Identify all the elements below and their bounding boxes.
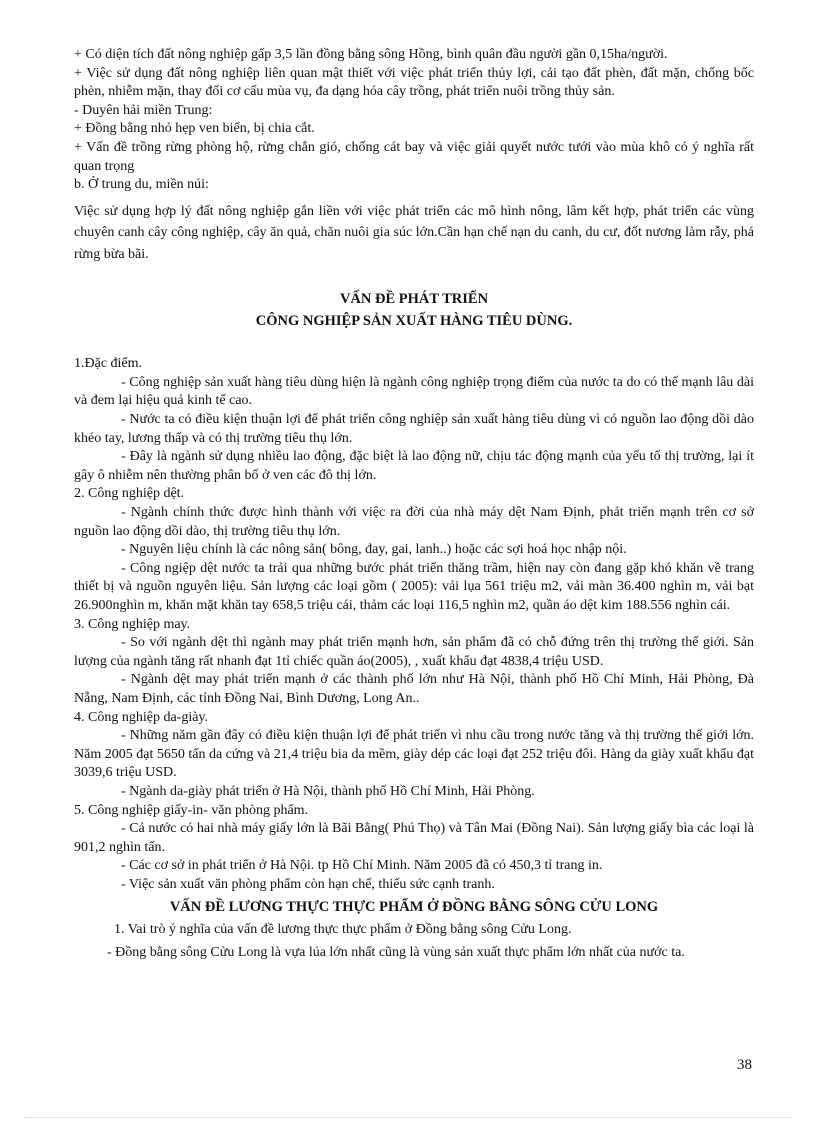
paragraph: - Ngành chính thức được hình thành với việc ra đời của nhà máy dệt Nam Định, phát triển mạnh trên cơ sở nguồn lao động dồi dào, thị trường tiêu thụ lớn. [74,505,754,539]
subheading: b. Ở trung du, miền núi: [74,177,209,193]
paragraph: - Các cơ sở in phát triển ở Hà Nội. tp Hồ Chí Minh. Năm 2005 đã có 450,3 tỉ trang in. [121,858,603,874]
subheading: 3. Công nghiệp may. [74,616,191,632]
subheading: 5. Công nghiệp giấy-in- văn phòng phẩm. [74,802,309,818]
paragraph: - So với ngành dệt thì ngành may phát triển mạnh hơn, sản phẩm đã có chỗ đứng trên thị trường thế giới. Sản lượng của ngành tăng rất nhanh đạt 1tỉ chiếc quần áo(2005), , xuất khẩu đạt 4838,4 triệu USD. [74,635,754,669]
subheading: 1. Vai trò ý nghĩa của vấn đề lương thực thực phẩm ở Đồng bằng sông Cửu Long. [114,922,572,938]
page-content [74,46,754,963]
paragraph: - Công nghiệp sản xuất hàng tiêu dùng hiện là ngành công nghiệp trọng điểm của nước ta do có thế mạnh lâu dài và đem lại hiệu quả kinh tế cao. [74,374,754,409]
subheading: 4. Công nghiệp da-giày. [74,709,209,725]
paragraph: - Ngành da-giày phát triển ở Hà Nội, thành phố Hồ Chí Minh, Hải Phòng. [121,783,535,799]
subheading: 2. Công nghiệp dệt. [74,486,185,502]
section-title: CÔNG NGHIỆP SẢN XUẤT HÀNG TIÊU DÙNG. [255,313,573,330]
paragraph: - Đồng bằng sông Cửu Long là vựa lúa lớn nhất cũng là vùng sản xuất thực phẩm lớn nhất của nước ta. [107,945,685,961]
paragraph: - Cả nước có hai nhà máy giấy lớn là Bãi Bằng( Phú Thọ) và Tân Mai (Đồng Nai). Sản lượng giấy bìa các loại là 901,2 nghìn tấn. [74,821,754,855]
bullet-line: + Vấn đề trồng rừng phòng hộ, rừng chắn gió, chống cát bay và việc giải quyết nước tưới vào mùa khô có ý nghĩa rất quan trọng [74,139,754,174]
page-bottom-rule [24,1117,792,1118]
paragraph: - Ngành dệt may phát triển mạnh ở các thành phố lớn như Hà Nội, thành phố Hồ Chí Minh, Hải Phòng, Đà Nẵng, Nam Định, các tỉnh Đồng Nai, Bình Dương, Long An.. [74,672,754,706]
paragraph: - Đây là ngành sử dụng nhiều lao động, đặc biệt là lao động nữ, chịu tác động mạnh của yếu tố thị trường, lại ít gây ô nhiễm nên thường phân bố ở ven các đô thị lớn. [74,449,754,483]
paragraph: - Việc sản xuất văn phòng phẩm còn hạn chế, thiếu sức cạnh tranh. [121,876,495,892]
bullet-line: + Việc sử dụng đất nông nghiệp liên quan mật thiết với việc phát triển thủy lợi, cải tạo đất phèn, đất mặn, chống bốc phèn, nhiễm mặn, thay đổi cơ cấu mùa vụ, đa dạng hóa cây trồng, phát triển nuôi trồng thủy sản. [74,65,754,100]
bullet-line: + Có diện tích đất nông nghiệp gấp 3,5 lần đồng bằng sông Hồng, bình quân đầu người gần 0,15ha/người. [74,47,668,62]
section-title: VẤN ĐỀ LƯƠNG THỰC THỰC PHẨM Ở ĐỒNG BẰNG SÔNG CỬU LONG [169,899,659,916]
bullet-line: - Duyên hải miền Trung: [74,102,213,118]
paragraph: - Nguyên liệu chính là các nông sản( bông, đay, gai, lanh..) hoặc các sợi hoá học nhập nội. [121,542,627,558]
paragraph: - Nước ta có điều kiện thuận lợi để phát triển công nghiệp sản xuất hàng tiêu dùng vì có nguồn lao động dồi dào khéo tay, lương thấp và có thị trường tiêu thụ lớn. [74,412,754,446]
bullet-line: + Đồng bằng nhỏ hẹp ven biển, bị chia cắt. [74,121,315,137]
paragraph: - Công ngiệp dệt nước ta trải qua những bước phát triển thăng trầm, hiện nay còn đang gặp khó khăn về trang thiết bị và nguồn nguyên liệu. Sản lượng các loại gồm ( 2005): vải lụa 561 triệu m2, vải màn 36.400 nghìn m, vải bạt 26.900nghìn m, khăn mặt khăn tay 658,5 triệu cái, thảm các loại 116,5 nghìn m2, quần áo dệt kim 188.556 nghìn cái. [74,560,754,613]
paragraph: - Những năm gần đây có điều kiện thuận lợi để phát triển vì nhu cầu trong nước tăng và thị trường thế giới lớn. Năm 2005 đạt 5650 tấn da cứng và 21,4 triệu bia da mềm, giày dép các loại đạt 252 triệu đôi. Hàng da giày xuất khẩu đạt 3039,6 triệu USD. [74,728,754,781]
subheading: 1.Đặc điểm. [74,356,143,372]
page-number: 38 [737,1057,752,1073]
section-title: VẤN ĐỀ PHÁT TRIỂN [339,291,489,308]
paragraph: Việc sử dụng hợp lý đất nông nghiệp gắn liền với việc phát triển các mô hình nông, lâm kết hợp, phát triển các vùng chuyên canh cây công nghiệp, cây ăn quả, chăn nuôi gia súc lớn.Cần hạn chế nạn du canh, du cư, đốt nương làm rẫy, phá rừng bừa bãi. [74,203,754,262]
